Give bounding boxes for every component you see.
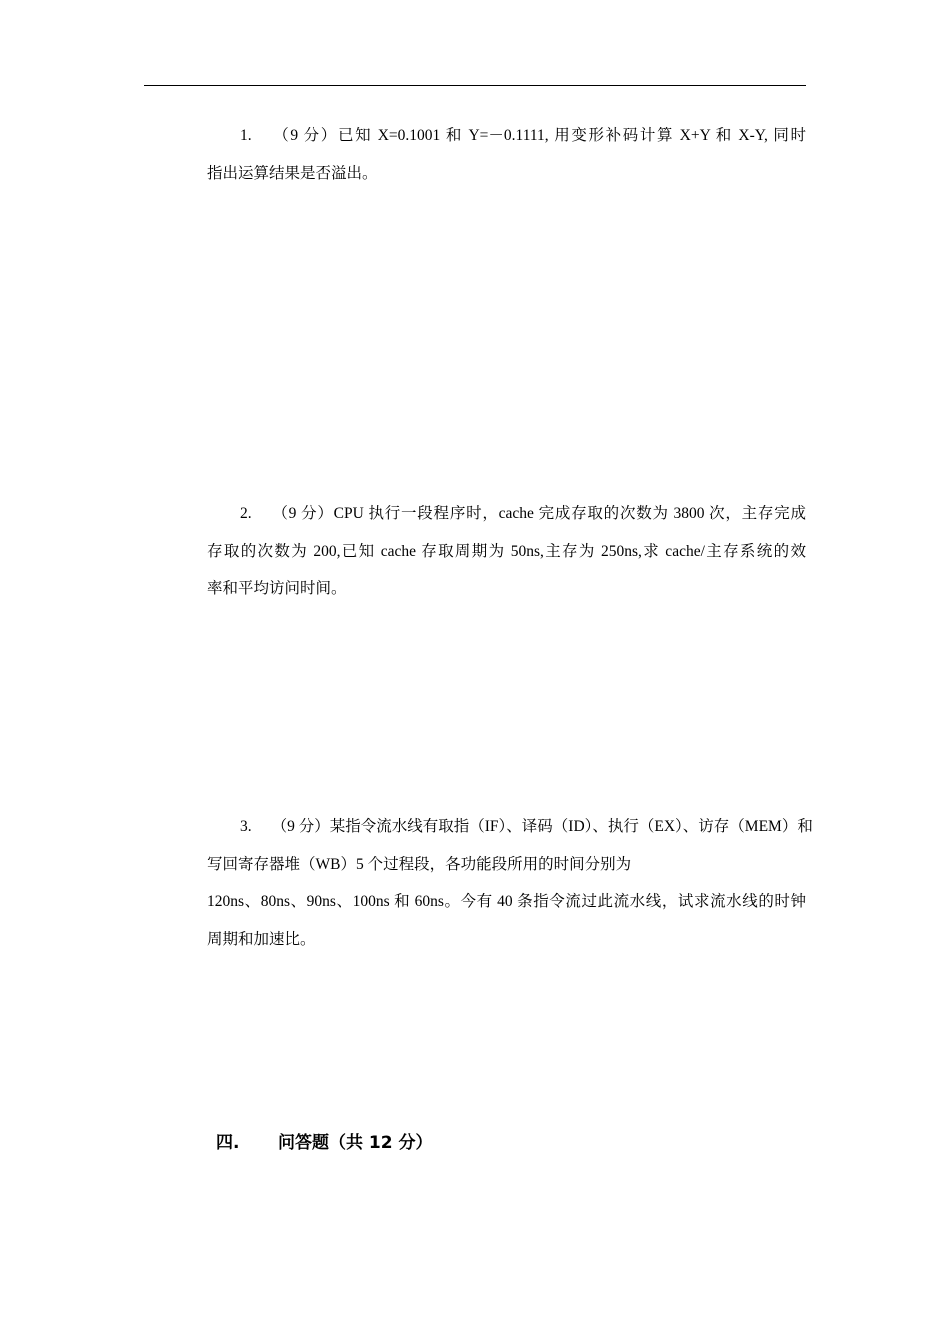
question-1-line-1 [207, 117, 806, 155]
section-title: 问答题（共 12 分） [278, 1133, 433, 1153]
question-2 [207, 495, 806, 608]
question-3 [207, 808, 813, 958]
question-1 [207, 117, 806, 192]
question-number: 3. [240, 818, 252, 835]
section-heading [216, 1129, 433, 1157]
header-rule [144, 85, 806, 86]
question-text: （9 分）某指令流水线有取指（IF）、译码（ID）、执行（EX）、访存（MEM）和 [271, 818, 813, 835]
question-text: 周期和加速比。 [207, 930, 316, 948]
section-number: 四. [216, 1133, 240, 1153]
question-text: 率和平均访问时间。 [207, 580, 347, 597]
question-2-line-1 [207, 495, 806, 533]
question-text: 120ns、80ns、90ns、100ns 和 60ns。今有 40 条指令流过此流水线，试求流水线的时钟 [207, 893, 806, 910]
question-3-line-1 [207, 808, 813, 846]
question-number: 1. [240, 127, 252, 144]
question-text: 写回寄存器堆（WB）5 个过程段，各功能段所用的时间分别为 [207, 855, 632, 873]
question-text: 存取的次数为 200,已知 cache 存取周期为 50ns,主存为 250ns,求 cache/主存系统的效 [207, 542, 806, 560]
question-text: （9 分）已知 X=0.1001 和 Y=－0.1111, 用变形补码计算 X+Y 和 X-Y, 同时 [271, 127, 806, 144]
question-text: （9 分）CPU 执行一段程序时，cache 完成存取的次数为 3800 次，主存完成 [271, 505, 806, 522]
question-number: 2. [240, 505, 252, 522]
question-text: 指出运算结果是否溢出。 [207, 164, 378, 182]
